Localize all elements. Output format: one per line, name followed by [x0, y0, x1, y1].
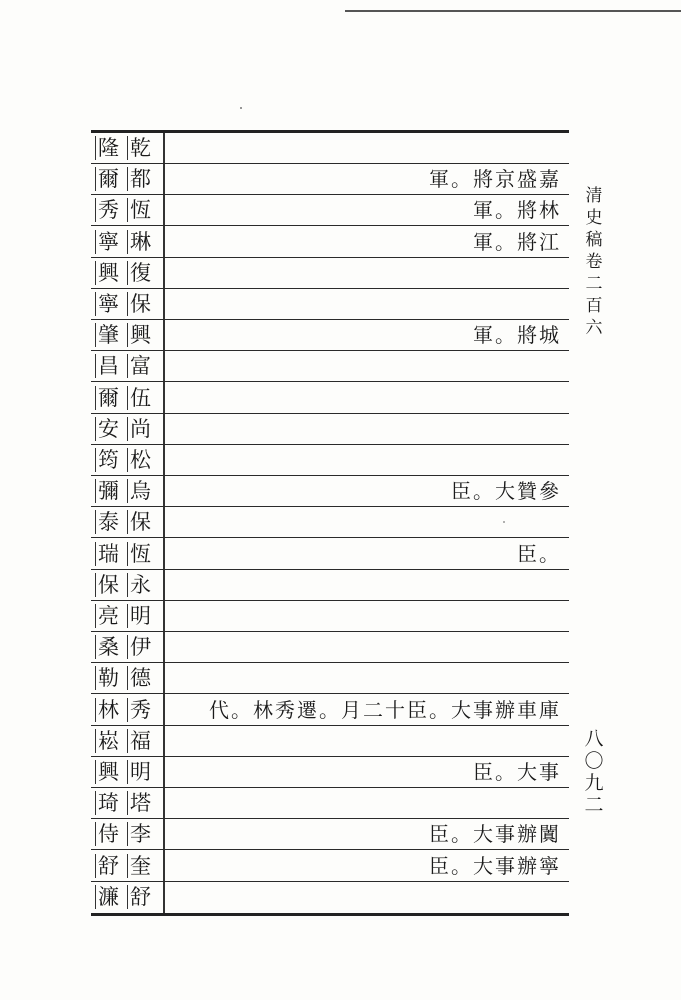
name-cell [91, 819, 159, 849]
entry-text: 臣。大贊參 [451, 479, 561, 504]
name-char-right: 松 [127, 448, 151, 472]
name-char-right: 恆 [127, 542, 151, 566]
name-char-left: 爾 [95, 167, 119, 191]
name-char-right: 伊 [127, 635, 151, 659]
name-char-left: 亮 [95, 604, 119, 628]
name-char-right: 奎 [127, 854, 151, 878]
name-char-left: 侍 [95, 822, 119, 846]
table-row [91, 351, 569, 382]
name-cell [91, 445, 159, 475]
name-cell [91, 695, 159, 725]
name-char-left: 隆 [95, 136, 119, 160]
entry-text: 臣。 [517, 541, 561, 566]
table-row [91, 289, 569, 320]
name-char-right: 富 [127, 354, 151, 378]
entry-text: 軍。將江 [473, 229, 561, 254]
name-cell [91, 351, 159, 381]
table-row [91, 570, 569, 601]
book-title: 清史稿卷二百六 [585, 186, 603, 338]
name-char-left: 筠 [95, 448, 119, 472]
name-cell [91, 414, 159, 444]
entry-text: 臣。大事 [473, 760, 561, 784]
table-row [91, 882, 569, 912]
table-row [91, 726, 569, 757]
official-roster-table [91, 130, 569, 916]
name-cell [91, 851, 159, 881]
table-row [91, 227, 569, 258]
name-cell [91, 289, 159, 319]
name-cell [91, 632, 159, 662]
name-char-right: 伍 [127, 386, 151, 410]
name-char-left: 肇 [95, 323, 119, 347]
name-cell [91, 882, 159, 912]
name-cell [91, 757, 159, 787]
table-row [91, 695, 569, 726]
name-char-right: 舒 [127, 885, 151, 909]
name-char-left: 林 [95, 698, 119, 722]
name-char-left: 彌 [95, 479, 119, 503]
name-char-left: 興 [95, 760, 119, 784]
name-cell [91, 726, 159, 756]
table-row [91, 819, 569, 850]
name-cell [91, 507, 159, 537]
entry-text: 軍。將林 [473, 198, 561, 223]
name-char-right: 永 [127, 573, 151, 597]
table-row [91, 414, 569, 445]
name-char-left: 昌 [95, 354, 119, 378]
name-char-right: 復 [127, 261, 151, 285]
table-row [91, 195, 569, 226]
name-cell [91, 258, 159, 288]
name-char-right: 李 [127, 822, 151, 846]
name-char-left: 寧 [95, 292, 119, 316]
name-char-left: 興 [95, 261, 119, 285]
name-cell [91, 320, 159, 350]
name-cell [91, 570, 159, 600]
entry-text: 軍。將京盛嘉 [429, 167, 561, 192]
name-char-right: 保 [127, 292, 151, 316]
name-cell [91, 539, 159, 569]
name-char-left: 舒 [95, 854, 119, 878]
name-char-left: 瑞 [95, 542, 119, 566]
table-row [91, 320, 569, 351]
name-char-right: 烏 [127, 479, 151, 503]
name-cell [91, 476, 159, 506]
name-char-right: 尚 [127, 417, 151, 441]
table-row [91, 133, 569, 164]
name-char-right: 秀 [127, 698, 151, 722]
name-char-left: 泰 [95, 510, 119, 534]
name-cell [91, 133, 159, 163]
table-row [91, 601, 569, 632]
name-char-left: 寧 [95, 230, 119, 254]
table-row [91, 383, 569, 414]
name-cell [91, 788, 159, 818]
entry-text: 軍。將城 [473, 323, 561, 348]
speck [240, 107, 242, 109]
name-char-right: 明 [127, 760, 151, 784]
name-char-left: 琦 [95, 791, 119, 815]
table-row [91, 507, 569, 538]
name-char-right: 琳 [127, 230, 151, 254]
table-row [91, 788, 569, 819]
table-row [91, 445, 569, 476]
table-row [91, 539, 569, 570]
name-char-left: 勒 [95, 666, 119, 690]
table-row [91, 851, 569, 882]
name-char-left: 爾 [95, 386, 119, 410]
name-cell [91, 195, 159, 225]
table-row [91, 164, 569, 195]
table-row [91, 476, 569, 507]
name-char-right: 乾 [127, 136, 151, 160]
entry-text: 臣。大事辦闐 [429, 822, 561, 847]
name-char-right: 都 [127, 167, 151, 191]
name-char-right: 興 [127, 323, 151, 347]
table-row [91, 663, 569, 694]
table-row [91, 757, 569, 788]
name-char-right: 明 [127, 604, 151, 628]
name-cell [91, 383, 159, 413]
name-cell [91, 663, 159, 693]
table-row [91, 258, 569, 289]
table-row [91, 632, 569, 663]
name-cell [91, 227, 159, 257]
name-char-left: 秀 [95, 198, 119, 222]
name-char-right: 福 [127, 729, 151, 753]
name-char-left: 桑 [95, 635, 119, 659]
name-char-left: 崧 [95, 729, 119, 753]
page-number: 八〇九二 [584, 728, 604, 816]
name-char-right: 德 [127, 666, 151, 690]
name-cell [91, 164, 159, 194]
entry-text: 代。林秀遷。月二十臣。大事辦車庫 [209, 697, 561, 722]
name-cell [91, 601, 159, 631]
name-char-left: 安 [95, 417, 119, 441]
name-char-right: 塔 [127, 791, 151, 815]
name-char-left: 保 [95, 573, 119, 597]
name-char-right: 恆 [127, 198, 151, 222]
entry-text: 臣。大事辦寧 [429, 853, 561, 878]
top-rule [345, 10, 681, 12]
name-char-right: 保 [127, 510, 151, 534]
name-char-left: 濂 [95, 885, 119, 909]
